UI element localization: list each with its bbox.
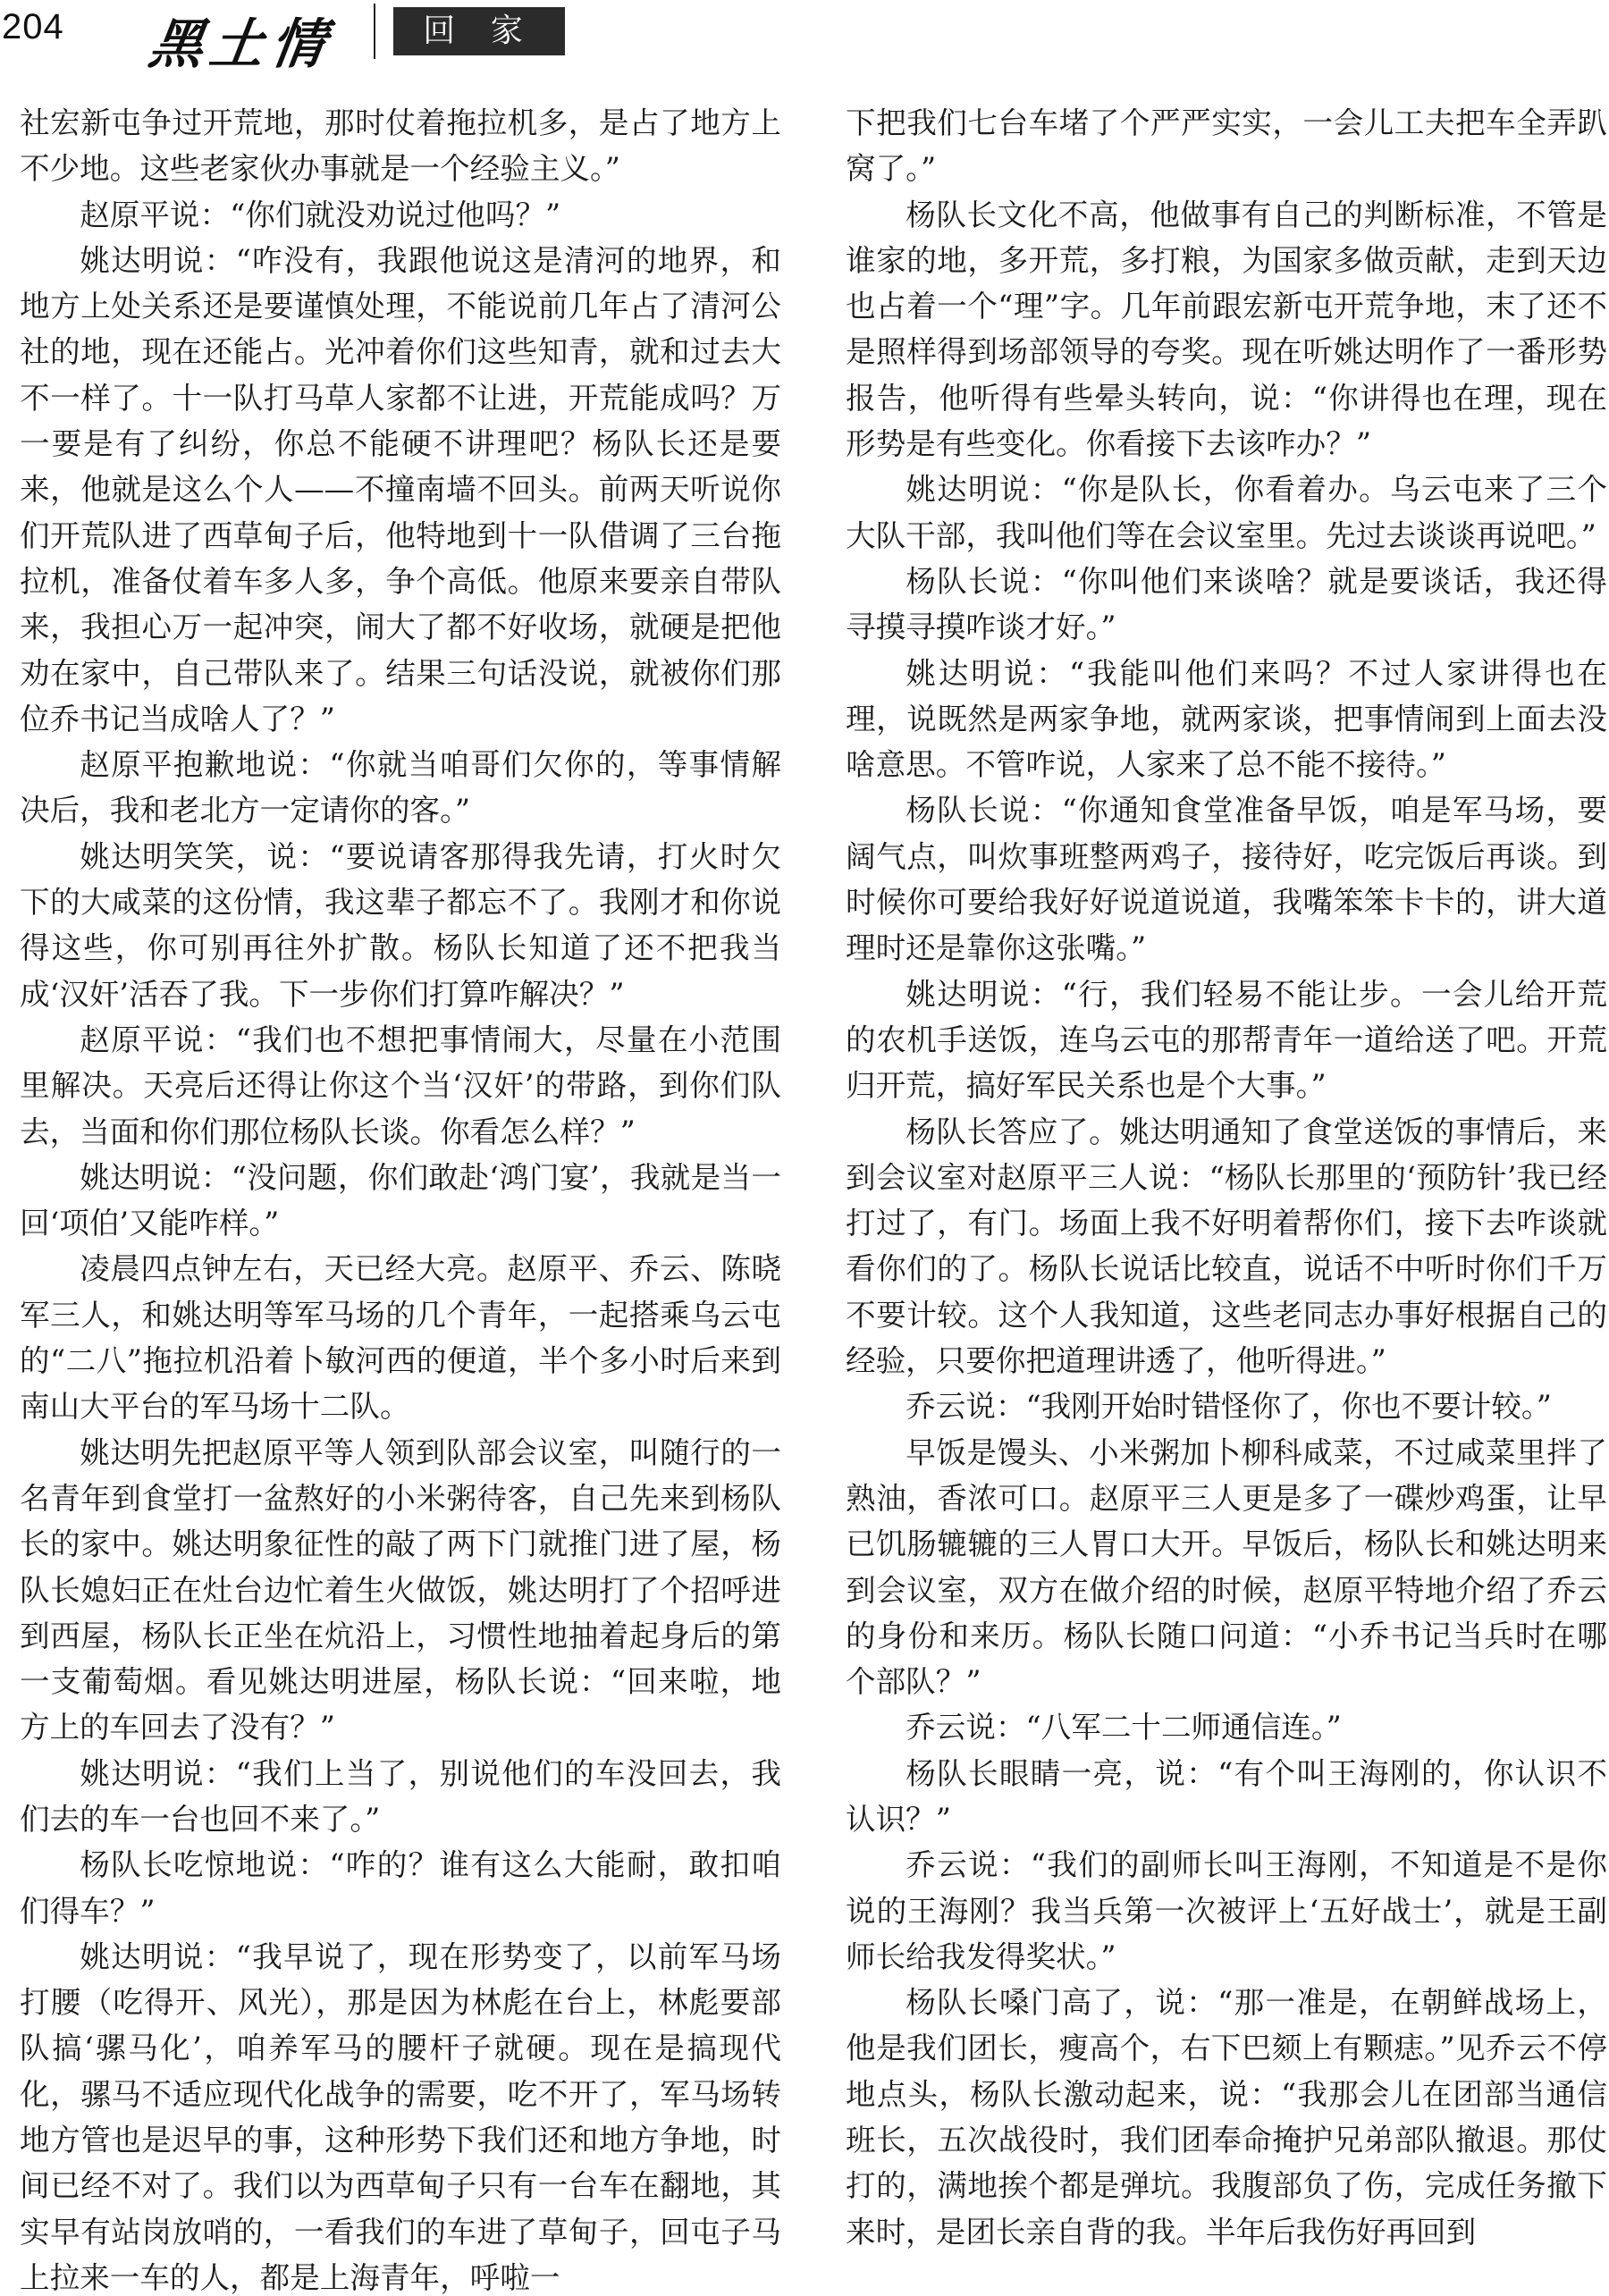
header-divider [374,4,375,59]
paragraph: 杨队长嗓门高了，说：“那一准是，在朝鲜战场上，他是我们团长，瘦高个，右下巴颏上有颗痣。”见乔云不停地点头，杨队长激动起来，说：“我那会儿在团部当通信班长，五次战役时，我们团奉命掩护兄弟部队撤退。那仗打的，满地挨个都是弹坑。我腹部负了伤，完成任务撤下来时，是团长亲自背的我。半年后我伤好再回到 [846,1985,1607,2250]
paragraph: 杨队长说：“你叫他们来谈啥？就是要谈话，我还得寻摸寻摸咋谈才好。” [846,563,1607,645]
paragraph: 姚达明说：“咋没有，我跟他说这是清河的地界，和地方上处关系还是要谨慎处理，不能说前几年占了清河公社的地，现在还能占。光冲着你们这些知青，就和过去大不一样了。十一队打马草人家都不让进，开荒能成吗？万一要是有了纠纷，你总不能硬不讲理吧？杨队长还是要来，他就是这么个人——不撞南墙不回头。前两天听说你们开荒队进了西草甸子后，他特地到十一队借调了三台拖拉机，准备仗着车多人多，争个高低。他原来要亲自带队来，我担心万一起冲突，闹大了都不好收场，就硬是把他劝在家中，自己带队来了。结果三句话没说，就被你们那位乔书记当成啥人了？” [20,242,781,736]
paragraph: 姚达明说：“行，我们轻易不能让步。一会儿给开荒的农机手送饭，连乌云屯的那帮青年一道给送了吧。开荒归开荒，搞好军民关系也是个大事。” [846,976,1607,1104]
page-number: 204 [2,7,64,46]
paragraph: 杨队长吃惊地说：“咋的？谁有这么大能耐，敢扣咱们得车？” [20,1847,781,1929]
paragraph: 赵原平说：“你们就没劝说过他吗？” [80,197,561,232]
paragraph: 下把我们七台车堵了个严严实实，一会儿工夫把车全弄趴窝了。” [846,105,1607,187]
paragraph: 杨队长眼睛一亮，说：“有个叫王海刚的，你认识不认识？” [846,1755,1607,1837]
right-column [846,100,1607,2296]
paragraph: 乔云说：“我刚开始时错怪你了，你也不要计较。” [906,1389,1552,1425]
paragraph: 姚达明笑笑，说：“要说请客那得我先请，打火时欠下的大咸菜的这份情，我这辈子都忘不了。我刚才和你说得这些，你可别再往外扩散。杨队长知道了还不把我当成‘汉奸’活吞了我。下一步你们打算咋解决？” [20,838,781,1012]
section-tag: 回 家 [393,7,565,55]
paragraph: 乔云说：“八军二十二师通信连。” [906,1710,1342,1745]
paragraph: 乔云说：“我们的副师长叫王海刚，不知道是不是你说的王海刚？我当兵第一次被评上‘五好战士’，就是王副师长给我发得奖状。” [846,1847,1607,1974]
paragraph: 姚达明说：“我能叫他们来吗？不过人家讲得也在理，说既然是两家争地，就两家谈，把事情闹到上面去没啥意思。不管咋说，人家来了总不能不接待。” [846,655,1607,783]
paragraph: 杨队长答应了。姚达明通知了食堂送饭的事情后，来到会议室对赵原平三人说：“杨队长那里的‘预防针’我已经打过了，有门。场面上我不好明着帮你们，接下去咋谈就看你们的了。杨队长说话比较直，说话不中听时你们千万不要计较。这个人我知道，这些老同志办事好根据自己的经验，只要你把道理讲透了，他听得进。” [846,1114,1607,1379]
paragraph: 姚达明说：“你是队长，你看着办。乌云屯来了三个大队干部，我叫他们等在会议室里。先过去谈谈再说吧。” [846,472,1607,553]
paragraph: 姚达明说：“我们上当了，别说他们的车没回去，我们去的车一台也回不来了。” [20,1755,781,1837]
paragraph: 凌晨四点钟左右，天已经大亮。赵原平、乔云、陈晓军三人，和姚达明等军马场的几个青年，一起搭乘乌云屯的“二八”拖拉机沿着卜敏河西的便道，半个多小时后来到南山大平台的军马场十二队。 [20,1251,781,1425]
page-header [0,0,1609,76]
paragraph: 姚达明说：“没问题，你们敢赴‘鸿门宴’，我就是当一回‘项伯’又能咋样。” [20,1159,781,1241]
paragraph: 赵原平抱歉地说：“你就当咱哥们欠你的，等事情解决后，我和老北方一定请你的客。” [20,747,781,828]
paragraph: 赵原平说：“我们也不想把事情闹大，尽量在小范围里解决。天亮后还得让你这个当‘汉奸’的带路，到你们队去，当面和你们那位杨队长谈。你看怎么样？” [20,1022,781,1149]
paragraph: 早饭是馒头、小米粥加卜柳科咸菜，不过咸菜里拌了熟油，香浓可口。赵原平三人更是多了一碟炒鸡蛋，让早已饥肠辘辘的三人胃口大开。早饭后，杨队长和姚达明来到会议室，双方在做介绍的时候，赵原平特地介绍了乔云的身份和来历。杨队长随口问道：“小乔书记当兵时在哪个部队？” [846,1434,1607,1700]
paragraph: 社宏新屯争过开荒地，那时仗着拖拉机多，是占了地方上不少地。这些老家伙办事就是一个经验主义。” [20,105,781,187]
paragraph: 杨队长文化不高，他做事有自己的判断标准，不管是谁家的地，多开荒，多打粮，为国家多做贡献，走到天边也占着一个“理”字。几年前跟宏新屯开荒争地，末了还不是照样得到场部领导的夸奖。现在听姚达明作了一番形势报告，他听得有些晕头转向，说：“你讲得也在理，现在形势是有些变化。你看接下去该咋办？” [846,197,1607,462]
paragraph: 杨队长说：“你通知食堂准备早饭，咱是军马场，要阔气点，叫炊事班整两鸡子，接待好，吃完饭后再谈。到时候你可要给我好好说道说道，我嘴笨笨卡卡的，讲大道理时还是靠你这张嘴。” [846,793,1607,966]
paragraph: 姚达明说：“我早说了，现在形势变了，以前军马场打腰（吃得开、风光），那是因为林彪在台上，林彪要部队搞‘骡马化’，咱养军马的腰杆子就硬。现在是搞现代化，骡马不适应现代化战争的需要，吃不开了，军马场转地方管也是迟早的事，这种形势下我们还和地方争地，时间已经不对了。我们以为西草甸子只有一台车在翻地，其实早有站岗放哨的，一看我们的车进了草甸子，回屯子马上拉来一车的人，都是上海青年，呼啦一 [20,1939,781,2295]
left-column [20,100,781,2296]
paragraph: 姚达明先把赵原平等人领到队部会议室，叫随行的一名青年到食堂打一盆熬好的小米粥待客，自己先来到杨队长的家中。姚达明象征性的敲了两下门就推门进了屋，杨队长媳妇正在灶台边忙着生火做饭，姚达明打了个招呼进到西屋，杨队长正坐在炕沿上，习惯性地抽着起身后的第一支葡萄烟。看见姚达明进屋，杨队长说：“回来啦，地方上的车回去了没有？” [20,1434,781,1745]
magazine-title: 黑土情 [145,13,337,76]
